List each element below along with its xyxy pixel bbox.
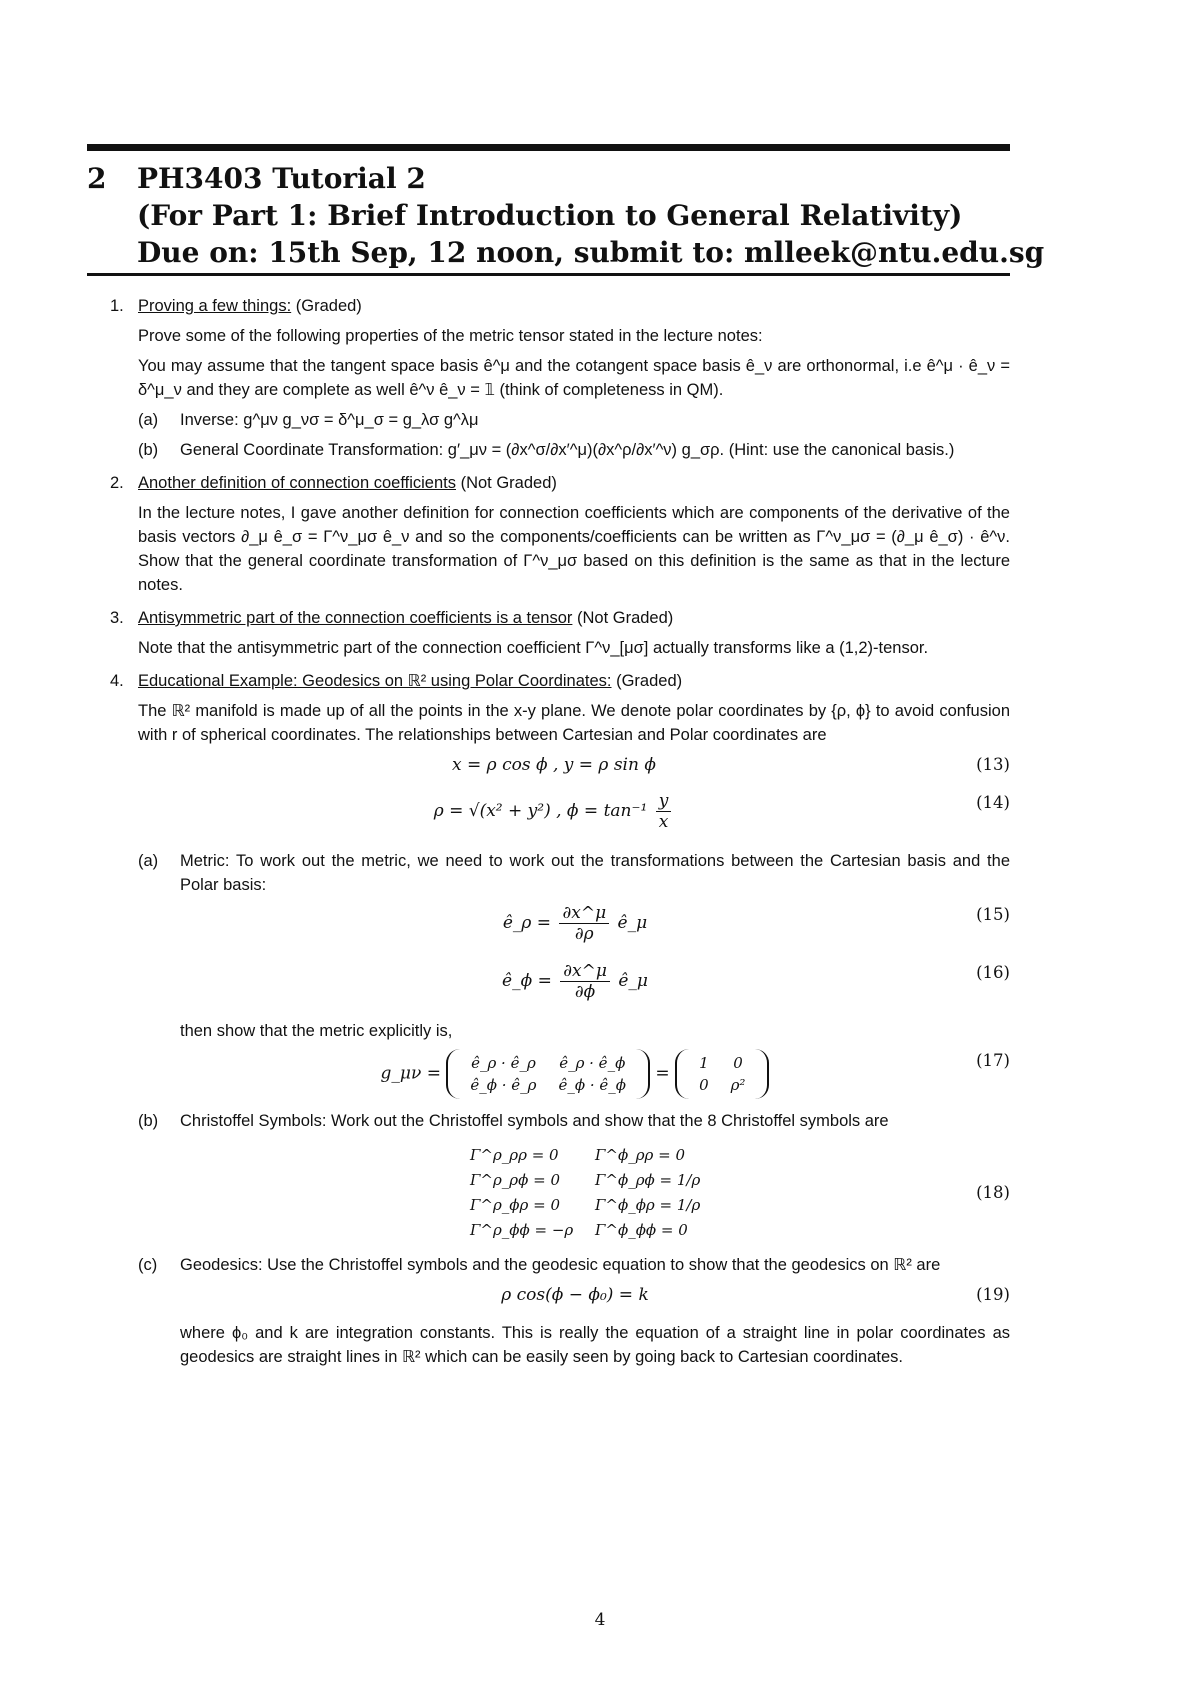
question-title: Proving a few things: [138,297,292,315]
question-4 [110,669,1010,1369]
equation-17 [180,1049,1010,1103]
question-number: 4. [110,672,124,690]
christoffel-symbol: Γ^ρ_ϕϕ = −ρ [470,1221,574,1239]
question-number: 3. [110,609,124,627]
equation-right: ê_μ [618,971,648,991]
equation-number: (14) [976,793,1010,812]
subpart-text: Christoffel Symbols: Work out the Christoffel symbols and show that the 8 Christoffel symbols are [180,1112,889,1130]
matrix-cell: 0 [699,1076,709,1094]
christoffel-row [470,1143,700,1168]
equation-left: ê_ϕ = [502,971,552,991]
question-list [110,294,1010,1378]
paragraph: then show that the metric explicitly is, [180,1022,453,1040]
christoffel-symbol: Γ^ϕ_ϕϕ = 0 [595,1221,688,1239]
paragraph: Note that the antisymmetric part of the connection coefficient Γ^ν_[μσ] actually transforms like a (1,2)-tensor. [138,639,929,657]
question-2 [110,471,1010,597]
section-number: 2 [87,162,107,195]
equation-13 [138,753,1010,787]
equation-left: ê_ρ = [502,913,552,933]
christoffel-grid [470,1143,700,1243]
metric-matrix-values [675,1049,769,1099]
equation-body: x = ρ cos ϕ , y = ρ sin ϕ [452,755,656,775]
subpart-text: Geodesics: Use the Christoffel symbols and the geodesic equation to show that the geodesics on ℝ² are [180,1256,941,1274]
subpart-label: (a) [138,411,159,429]
paragraph: You may assume that the tangent space basis ê^μ and the cotangent space basis ê_ν are orthonormal, i.e ê^μ · ê_ν = δ^μ_ν and they are complete as well ê^ν ê_ν = 𝟙 (think of completeness in QM). [138,357,1010,399]
equation-14 [138,791,1010,845]
equation-body [180,1049,970,1099]
question-title: Educational Example: Geodesics on ℝ² using Polar Coordinates: [138,672,612,690]
heading-line-2: (For Part 1: Brief Introduction to General Relativity) [137,199,963,232]
equation-15 [180,903,1010,957]
numerator: y [656,791,672,812]
subpart-c [138,1253,1010,1369]
subpart-label: (b) [138,1112,159,1130]
grade-label: (Graded) [616,672,683,690]
christoffel-symbol: Γ^ϕ_ϕρ = 1/ρ [595,1196,701,1214]
equation-body [138,791,970,832]
subpart-a [138,408,1010,432]
christoffel-row [470,1193,700,1218]
denominator: x [658,812,669,832]
top-rule [87,144,1010,151]
equation-number: (19) [976,1285,1010,1304]
paragraph: where ϕ₀ and k are integration constants. This is really the equation of a straight line in polar coordinates as geodesics are straight lines in ℝ² which can be easily seen by going back to Cartesian coordinates. [180,1324,1010,1366]
equation-left: g_μν = [380,1063,441,1084]
question-3 [110,606,1010,660]
denominator: ∂ρ [574,924,594,944]
metric-matrix-basis [446,1049,650,1099]
equation-number: (17) [976,1051,1010,1070]
question-number: 1. [110,297,124,315]
question-title: Antisymmetric part of the connection coefficients is a tensor [138,609,573,627]
subpart-text: General Coordinate Transformation: g′_μν = (∂x^σ/∂x′^μ)(∂x^ρ/∂x′^ν) g_σρ. (Hint: use the canonical basis.) [180,441,955,459]
bottom-rule [87,273,1010,276]
subpart-b [138,1109,1010,1243]
equation-right: ê_μ [617,913,648,933]
equation-16 [180,961,1010,1015]
heading-line-3: Due on: 15th Sep, 12 noon, submit to: mlleek@ntu.edu.sg [137,236,1045,269]
christoffel-symbol: Γ^ρ_ρϕ = 0 [470,1171,560,1189]
fraction [656,791,672,832]
equation-18 [180,1143,1010,1243]
equation-number: (16) [976,963,1010,982]
paragraph: Prove some of the following properties of the metric tensor stated in the lecture notes: [138,327,763,345]
grade-label: (Not Graded) [460,474,557,492]
equation-body [180,903,970,944]
matrix-cell: ê_ρ · ê_ϕ [559,1054,626,1072]
question-1 [110,294,1010,462]
page-number: 4 [594,1610,606,1630]
denominator: ∂ϕ [574,982,596,1002]
subpart-text: Metric: To work out the metric, we need to work out the transformations between the Cartesian basis and the Polar basis: [180,852,1010,894]
subpart-label: (a) [138,852,159,870]
equation-19 [180,1283,1010,1317]
matrix-cell: ê_ϕ · ê_ρ [470,1076,537,1094]
christoffel-symbol: Γ^ϕ_ρρ = 0 [595,1146,685,1164]
grade-label: (Graded) [295,297,362,315]
numerator: ∂x^μ [559,903,609,924]
question-number: 2. [110,474,124,492]
heading-line-1: PH3403 Tutorial 2 [137,162,426,195]
matrix-cell: ρ² [730,1076,746,1094]
equation-body [180,961,970,1002]
equation-number: (15) [976,905,1010,924]
fraction [560,961,610,1002]
paragraph: The ℝ² manifold is made up of all the points in the x-y plane. We denote polar coordinates by {ρ, ϕ} to avoid confusion with r of spherical coordinates. The relationships between Cartesian and Polar coordinates are [138,702,1010,744]
grade-label: (Not Graded) [577,609,674,627]
equals-sign: = [655,1063,670,1084]
equation-number: (13) [976,755,1010,774]
matrix-cell: ê_ρ · ê_ρ [471,1054,536,1072]
equation-number: (18) [976,1183,1010,1202]
matrix-cell: 0 [733,1054,743,1072]
christoffel-symbol: Γ^ϕ_ρϕ = 1/ρ [595,1171,701,1189]
matrix-cell: 1 [699,1054,709,1072]
question-title: Another definition of connection coefficients [138,474,456,492]
equation-left: ρ = √(x² + y²) , ϕ = tan⁻¹ [433,801,648,821]
equation-body: ρ cos(ϕ − ϕ₀) = k [501,1285,649,1305]
subpart-text: Inverse: g^μν g_νσ = δ^μ_σ = g_λσ g^λμ [180,411,479,429]
christoffel-symbol: Γ^ρ_ϕρ = 0 [470,1196,560,1214]
subpart-b [138,438,1010,462]
fraction [559,903,609,944]
christoffel-row [470,1168,700,1193]
christoffel-symbol: Γ^ρ_ρρ = 0 [470,1146,559,1164]
christoffel-row [470,1218,700,1243]
numerator: ∂x^μ [560,961,610,982]
subpart-label: (c) [138,1256,158,1274]
subpart-a [138,849,1010,1103]
subpart-label: (b) [138,441,159,459]
matrix-cell: ê_ϕ · ê_ϕ [558,1076,626,1094]
paragraph: In the lecture notes, I gave another definition for connection coefficients which are components of the derivative of the basis vectors ∂_μ ê_σ = Γ^ν_μσ ê_ν and so the components/coefficients can be written as Γ^ν_μσ = (∂_μ ê_σ) · ê^ν. Show that the general coordinate transformation of Γ^ν_μσ based on this definition is the same as that in the lecture notes. [138,504,1010,594]
